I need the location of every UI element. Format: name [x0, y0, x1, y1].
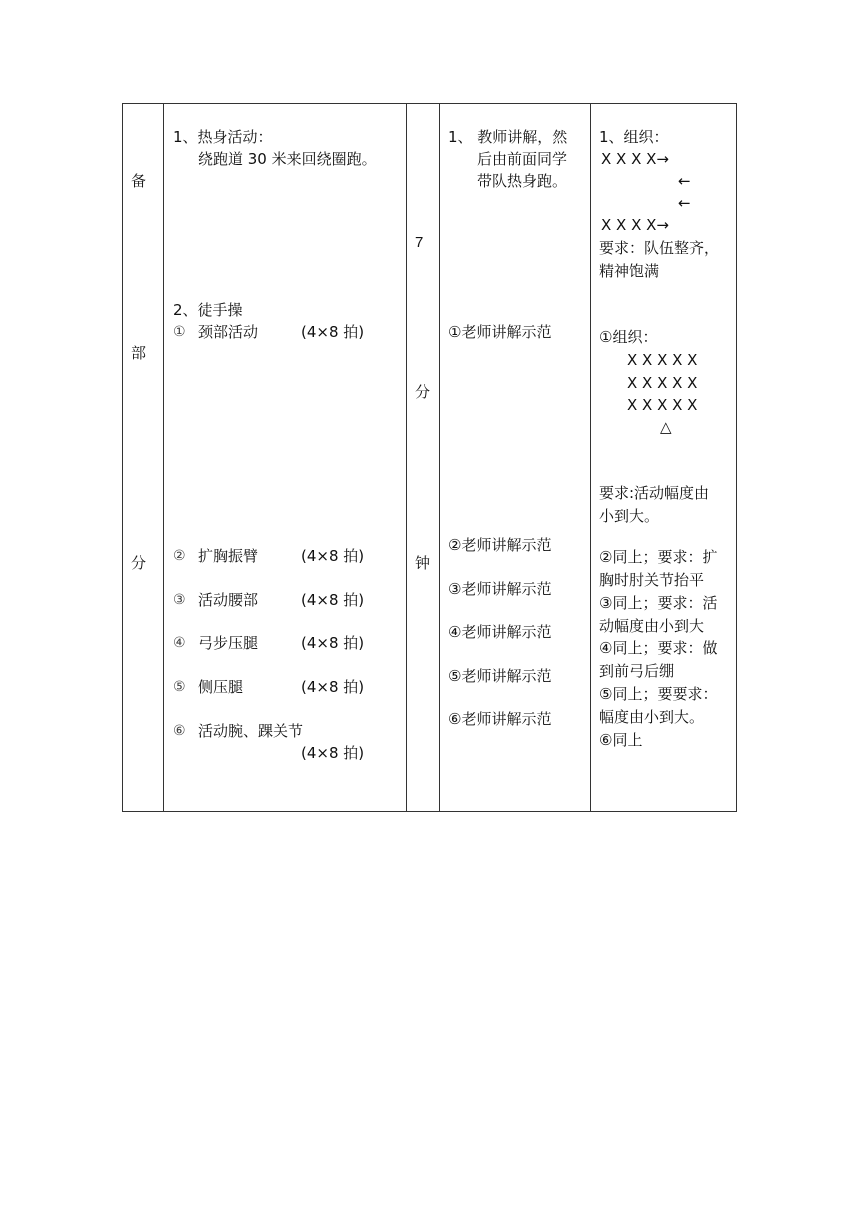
teacher-demo: ⑤老师讲解示范 — [448, 667, 552, 685]
formation-row: X X X X→ — [601, 216, 669, 234]
column-divider — [439, 103, 440, 812]
column-divider — [163, 103, 164, 812]
note-line: ②同上；要求：扩 — [599, 548, 718, 566]
exercise-mark: ④ — [173, 635, 186, 651]
warmup-title: 1、热身活动： — [173, 128, 273, 146]
note-line: 胸时肘关节抬平 — [599, 571, 705, 589]
column-divider — [406, 103, 407, 812]
requirement-text: 要求:活动幅度由 — [599, 484, 710, 502]
exercise-mark: ① — [173, 324, 186, 340]
exercise-name: 活动腕、踝关节 — [198, 722, 304, 740]
arrow-left-icon: ← — [678, 172, 691, 190]
exercise-mark: ⑥ — [173, 723, 186, 739]
requirement-text: 小到大。 — [599, 507, 660, 525]
teacher-demo: ③老师讲解示范 — [448, 580, 552, 598]
note-line: ⑥同上 — [599, 731, 643, 749]
exercise-beat: (4×8 拍) — [301, 744, 365, 762]
teacher-activity-line: 带队热身跑。 — [477, 172, 568, 190]
exercise-name: 扩胸振臂 — [198, 547, 259, 565]
note-line: 到前弓后绷 — [599, 662, 675, 680]
note-line: ③同上；要求：活 — [599, 594, 718, 612]
exercise-mark: ⑤ — [173, 679, 186, 695]
organization-title: ①组织： — [599, 328, 658, 346]
exercise-beat: (4×8 拍) — [301, 678, 365, 696]
teacher-demo: ⑥老师讲解示范 — [448, 710, 552, 728]
exercise-beat: (4×8 拍) — [301, 591, 365, 609]
requirement-text: 要求：队伍整齐， — [599, 239, 720, 257]
time-value: 7 — [415, 234, 424, 251]
exercise-name: 弓步压腿 — [198, 634, 259, 652]
column-divider — [590, 103, 591, 812]
formation-row: X X X X X — [627, 396, 698, 414]
warmup-description: 绕跑道 30 米来回绕圈跑。 — [198, 150, 377, 168]
exercise-beat: (4×8 拍) — [301, 634, 365, 652]
exercise-name: 侧压腿 — [198, 678, 244, 696]
formation-row: X X X X X — [627, 374, 698, 392]
teacher-activity-line: 后由前面同学 — [477, 150, 568, 168]
requirement-text: 精神饱满 — [599, 262, 660, 280]
exercise-name: 活动腰部 — [198, 591, 259, 609]
teacher-activity-line: 1、 教师讲解，然 — [448, 128, 568, 146]
formation-row: X X X X X — [627, 351, 698, 369]
exercise-name: 颈部活动 — [198, 323, 259, 341]
time-unit-char: 分 — [415, 383, 431, 401]
organization-title: 1、组织： — [599, 128, 669, 146]
note-line: ④同上；要求：做 — [599, 639, 718, 657]
exercise-beat: (4×8 拍) — [301, 547, 365, 565]
section-label-char: 部 — [131, 344, 147, 362]
note-line: ⑤同上；要要求： — [599, 685, 718, 703]
teacher-demo: ①老师讲解示范 — [448, 323, 552, 341]
teacher-triangle-icon: △ — [660, 418, 672, 436]
note-line: 动幅度由小到大 — [599, 617, 705, 635]
exercise-mark: ③ — [173, 592, 186, 608]
arrow-left-icon: ← — [678, 194, 691, 212]
time-unit-char: 钟 — [415, 554, 431, 572]
exercise-beat: (4×8 拍) — [301, 323, 365, 341]
formation-row: X X X X→ — [601, 150, 669, 168]
teacher-demo: ②老师讲解示范 — [448, 536, 552, 554]
freehand-exercise-title: 2、徒手操 — [173, 301, 243, 319]
teacher-demo: ④老师讲解示范 — [448, 623, 552, 641]
exercise-mark: ② — [173, 548, 186, 564]
section-label-char: 分 — [131, 554, 147, 572]
note-line: 幅度由小到大。 — [599, 708, 705, 726]
section-label-char: 备 — [131, 172, 147, 190]
